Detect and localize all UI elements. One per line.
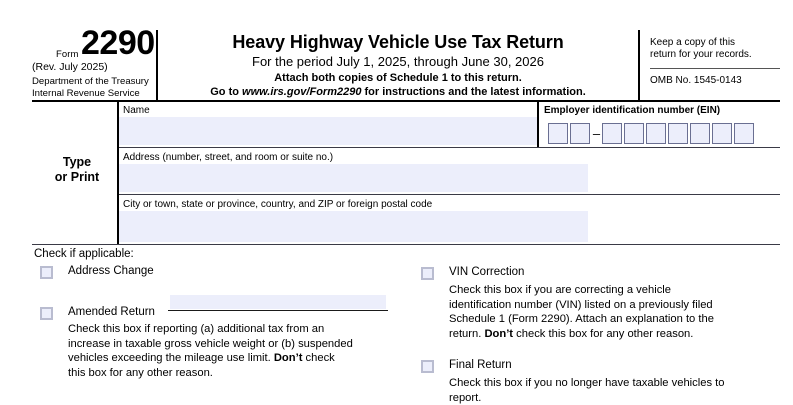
label-vin-correction: VIN Correction: [449, 266, 525, 278]
form-number: 2290: [81, 24, 155, 62]
ein-digit-box[interactable]: [668, 123, 688, 144]
amended-desc-line-4: this box for any other reason.: [68, 366, 213, 379]
omb-divider: [650, 68, 780, 69]
ein-digit-box[interactable]: [712, 123, 732, 144]
name-input[interactable]: [119, 117, 537, 145]
form-identity-block: [32, 24, 156, 100]
vin-desc-dont-emphasis: Don’t: [484, 327, 514, 340]
address-field-label: Address (number, street, and room or suite no.): [123, 152, 334, 163]
irs-form-url[interactable]: www.irs.gov/Form2290: [242, 86, 362, 98]
form-title-block: [156, 30, 640, 100]
ein-digit-box[interactable]: [602, 123, 622, 144]
vin-desc-line-3: Schedule 1 (Form 2290). Attach an explanation to the: [449, 313, 714, 326]
department-line-1: Department of the Treasury: [32, 76, 149, 87]
keep-copy-note: [650, 30, 780, 61]
ein-input-group[interactable]: [548, 123, 756, 144]
final-desc-line-1: Check this box if you no longer have taxable vehicles to: [449, 377, 725, 389]
ein-digit-box[interactable]: [646, 123, 666, 144]
label-final-return: Final Return: [449, 359, 512, 371]
checkbox-final-return[interactable]: [421, 360, 434, 373]
goto-suffix: for instructions and the latest information.: [361, 86, 586, 98]
type-or-print-label: [38, 155, 116, 185]
checkbox-vin-correction[interactable]: [421, 267, 434, 280]
ein-digit-box[interactable]: [624, 123, 644, 144]
description-final-return: [449, 376, 759, 405]
type-or-print-line-1: Type: [62, 155, 92, 169]
city-input[interactable]: [119, 211, 588, 242]
city-field-label: City or town, state or province, country, and ZIP or foreign postal code: [123, 199, 433, 210]
keep-copy-line-2: return for your records.: [650, 49, 752, 60]
amended-desc-line-1: Check this box if reporting (a) additional tax from an: [68, 323, 325, 335]
amended-desc-line-3-pre: vehicles exceeding the mileage use limit.: [68, 352, 274, 365]
omb-block: [640, 30, 780, 100]
type-or-print-line-2: or Print: [54, 170, 100, 184]
ein-dash-separator: –: [592, 126, 601, 141]
address-input[interactable]: [119, 164, 588, 192]
form-word-label: Form: [56, 49, 79, 60]
page-title: Heavy Highway Vehicle Use Tax Return: [232, 32, 564, 52]
check-if-applicable-heading: Check if applicable:: [34, 248, 134, 260]
header-bottom-rule: [32, 100, 780, 102]
vin-desc-line-1: Check this box if you are correcting a vehicle: [449, 284, 671, 296]
vin-desc-line-4-pre: return.: [449, 327, 485, 340]
ein-digit-box[interactable]: [690, 123, 710, 144]
address-row-bottom-rule: [119, 194, 780, 195]
goto-prefix: Go to: [210, 86, 243, 98]
tax-period: For the period July 1, 2025, through June 30, 2026: [252, 54, 544, 69]
ein-field-label: Employer identification number (EIN): [544, 105, 721, 116]
amended-desc-line-3-post: check: [302, 352, 335, 365]
entry-block-bottom-rule: [32, 244, 780, 245]
amended-desc-line-2: increase in taxable gross vehicle weight or (b) suspended: [68, 337, 353, 350]
issuing-agency: [32, 76, 149, 99]
department-line-2: Internal Revenue Service: [32, 87, 140, 99]
name-field-label: Name: [123, 105, 150, 116]
amended-return-underline: [168, 310, 388, 311]
ein-digit-box[interactable]: [548, 123, 568, 144]
name-row-bottom-rule: [119, 147, 780, 148]
checkbox-amended-return[interactable]: [40, 307, 53, 320]
ein-digit-box[interactable]: [734, 123, 754, 144]
attach-instruction: Attach both copies of Schedule 1 to this return.: [274, 72, 522, 84]
ein-digit-box[interactable]: [570, 123, 590, 144]
label-amended-return: Amended Return: [68, 306, 155, 318]
description-amended-return: [68, 322, 368, 380]
description-vin-correction: [449, 283, 759, 341]
label-address-change: Address Change: [68, 265, 154, 277]
omb-number: OMB No. 1545-0143: [650, 75, 742, 86]
name-ein-divider: [537, 102, 539, 147]
checkbox-address-change[interactable]: [40, 266, 53, 279]
amended-desc-dont-emphasis: Don’t: [273, 352, 303, 365]
instructions-link-line: [164, 85, 632, 99]
keep-copy-line-1: Keep a copy of this: [650, 37, 736, 48]
vin-desc-line-4-post: check this box for any other reason.: [513, 327, 694, 340]
amended-return-input[interactable]: [170, 295, 386, 309]
final-desc-line-2: report.: [449, 391, 482, 404]
form-revision-date: (Rev. July 2025): [32, 61, 108, 73]
form-header: [32, 24, 780, 100]
vin-desc-line-2: identification number (VIN) listed on a previously filed: [449, 298, 713, 311]
